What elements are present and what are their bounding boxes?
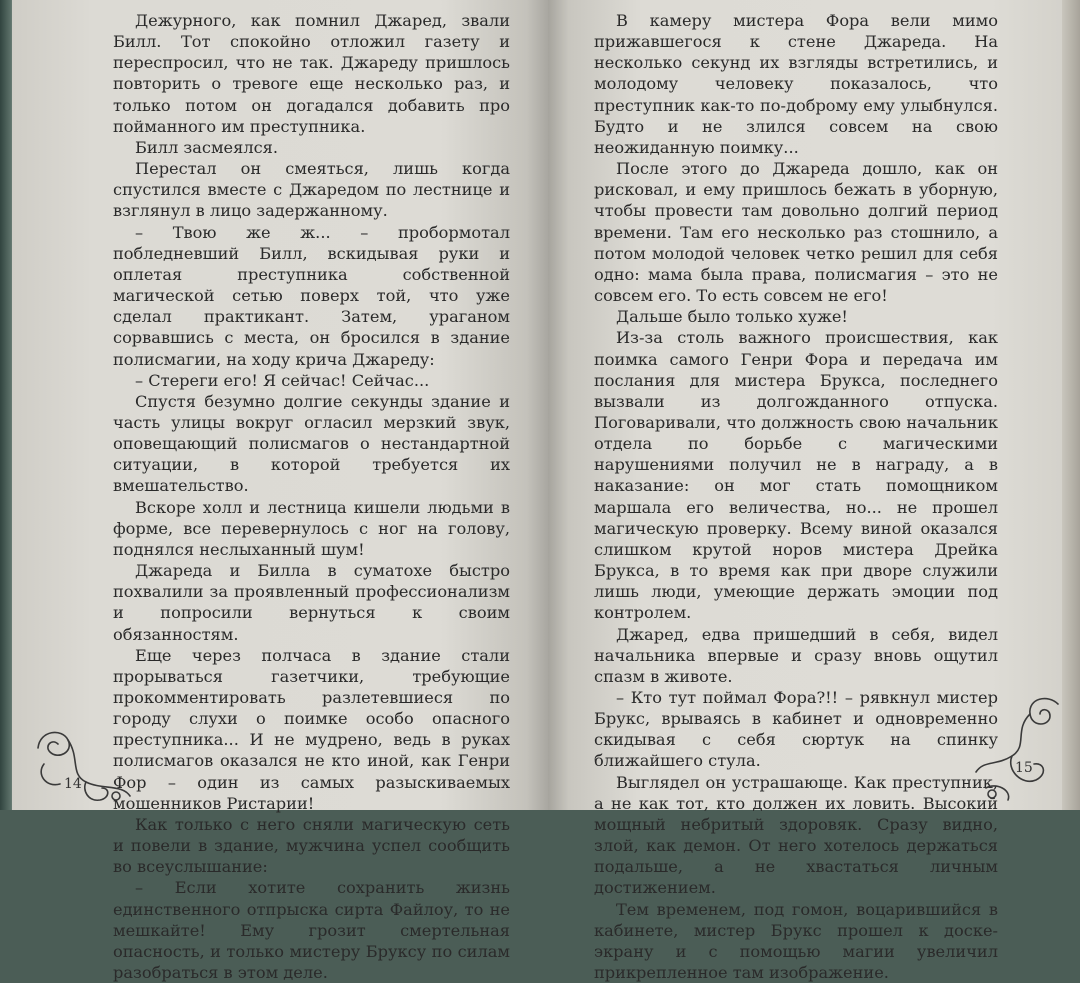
paragraph: – Кто тут поймал Фора?!! – рявкнул мистер Брукс, врываясь в кабинет и одновременно скидывая с себя сюртук на спинку ближайшего стула.: [594, 688, 998, 771]
paragraph: Из-за столь важного происшествия, как поимка самого Генри Фора и передача им послания для мистера Брукса, последнего вызвали из долгожданного отпуска. Поговаривали, что должность свою начальник отдела по борьбе с магическими нарушениями получил не в награду, а в наказание: он мог стать помощником маршала его величества, но... не прошел магическую проверку. Всему виной оказался слишком крутой норов мистера Дрейка Брукса, в то время как при дворе служили лишь люди, умеющие держать эмоции под контролем.: [594, 328, 998, 623]
right-page: [548, 0, 1068, 983]
paragraph: – Твою же ж... – пробормотал побледневший Билл, вскидывая руки и оплетая преступника собственной магической сетью поверх той, что уже сделал практикант. Затем, ураганом сорвавшись с места, он бросился в здание полисмагии, на ходу крича Джареду:: [113, 222, 510, 369]
paragraph: В камеру мистера Фора вели мимо прижавшегося к стене Джареда. На несколько секунд их взгляды встретились, и молодому человеку показалось, что преступник как-то по-доброму ему улыбнулся. Будто и не злился совсем на свою неожиданную поимку...: [594, 11, 998, 157]
paragraph: Билл засмеялся.: [135, 137, 279, 157]
paragraph: Выглядел он устрашающе. Как преступник, а не как тот, кто должен их ловить. Высокий мощный небритый здоровяк. Сразу видно, злой, как демон. От него хотелось держаться подальше, а не хвастаться личным достижением.: [594, 772, 998, 898]
paragraph: Как только с него сняли магическую сеть и повели в здание, мужчина успел сообщить во всеуслышание:: [113, 814, 510, 877]
paragraph: Спустя безумно долгие секунды здание и часть улицы вокруг огласил мерзкий звук, оповещающий полисмагов о нестандартной ситуации, в которой требуется их вмешательство.: [113, 391, 510, 496]
paragraph: После этого до Джареда дошло, как он рисковал, и ему пришлось бежать в уборную, чтобы провести там довольно долгий период времени. Там его несколько раз стошнило, а потом молодой человек четко решил для себя одно: мама была права, полисмагия – это не совсем его. То есть совсем не его!: [594, 159, 998, 306]
paragraph: – Стереги его! Я сейчас! Сейчас...: [135, 370, 430, 390]
paragraph: Джареда и Билла в суматохе быстро похвалили за проявленный профессионализм и попросили вернуться к своим обязанностям.: [113, 561, 510, 644]
paragraph: Тем временем, под гомон, воцарившийся в кабинете, мистер Брукс прошел к доске-экрану и с помощью магии увеличил прикрепленное там изображение.: [594, 899, 998, 983]
paragraph: Перестал он смеяться, лишь когда спустился вместе с Джаредом по лестнице и взглянул в лицо задержанному.: [113, 159, 510, 221]
paragraph: – Если хотите сохранить жизнь единственного отпрыска сирта Файлоу, то не мешкайте! Ему грозит смертельная опасность, и только мистеру Бруксу по силам разобраться в этом деле.: [113, 878, 510, 983]
swirl-ornament-icon: [966, 690, 1066, 805]
page-number: 15: [1015, 760, 1033, 776]
paragraph: Дежурного, как помнил Джаред, звали Билл. Тот спокойно отложил газету и переспросил, что не так. Джареду пришлось повторить о тревоге еще несколько раз, и только потом он догадался добавить про пойманного им преступника.: [113, 11, 510, 136]
left-page-text: [113, 10, 510, 983]
paragraph: Вскоре холл и лестница кишели людьми в форме, все перевернулось с ног на голову, поднялся неслыханный шум!: [113, 497, 510, 559]
page-number: 14: [64, 776, 82, 792]
right-page-text: [594, 10, 998, 983]
swirl-ornament-icon: [30, 708, 140, 808]
left-page: [12, 0, 548, 983]
paragraph: Дальше было только хуже!: [616, 307, 848, 327]
paragraph: Джаред, едва пришедший в себя, видел начальника впервые и сразу вновь ощутил спазм в животе.: [594, 624, 998, 686]
paragraph: Еще через полчаса в здание стали прорываться газетчики, требующие прокомментировать разлетевшиеся по городу слухи о поимке особо опасного преступника... И не мудрено, ведь в руках полисмагов оказался не кто иной, как Генри Фор – один из самых разыскиваемых мошенников Ристарии!: [113, 645, 510, 813]
book-edge-right: [1062, 0, 1080, 810]
